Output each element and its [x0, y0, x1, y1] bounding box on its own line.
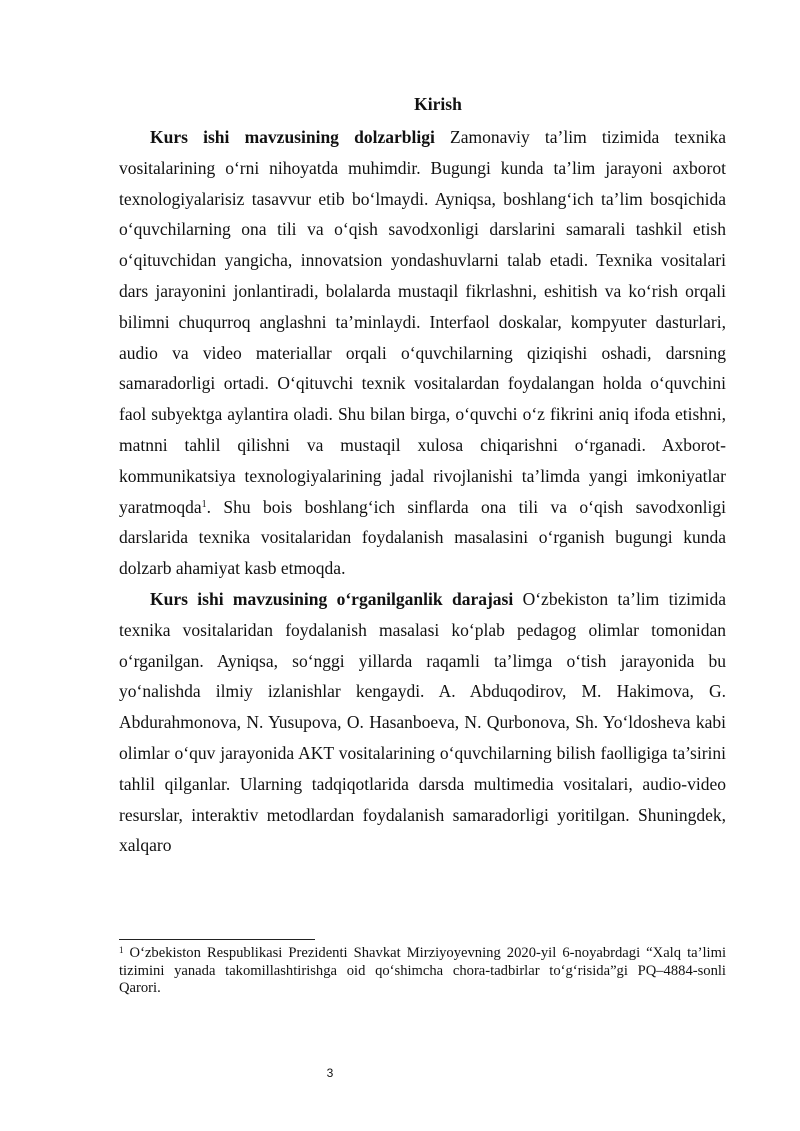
- paragraph-text: Zamonaviy ta’lim tizimida texnika vositalarining o‘rni nihoyatda muhimdir. Bugungi kunda ta’lim jarayoni axborot texnologiyalarisiz tasavvur etib bo‘lmaydi. Ayniqsa, boshlang‘ich ta’lim bosqichida o‘quvchilarning ona tili va o‘qish savodxonligi darslarini samarali tashkil etish o‘qituvchidan yangicha, innovatsion yondashuvlarni talab etadi. Texnika vositalari dars jarayonini jonlantiradi, bolalarda mustaqil fikrlashni, eshitish va ko‘rish orqali bilimni chuqurroq anglashni ta’minlaydi. Interfaol doskalar, kompyuter dasturlari, audio va video materiallar orqali o‘quvchilarning qiziqishi oshadi, darsning samaradorligi ortadi. O‘qituvchi texnik vositalardan foydalangan holda o‘quvchini faol subyektga aylantira oladi. Shu bilan birga, o‘quvchi o‘z fikrini aniq ifoda etishni, matnni tahlil qilishni va mustaqil xulosa chiqarishni o‘rganadi. Axborot-kommunikatsiya texnologiyalarining jadal rivojlanishi ta’limda yangi imkoniyatlar yaratmoqda: [119, 127, 726, 517]
- footnote-separator: [119, 939, 315, 940]
- footnote-marker: 1: [119, 945, 124, 955]
- footnote-text: O‘zbekiston Respublikasi Prezidenti Shavkat Mirziyoyevning 2020-yil 6-noyabrdagi “Xalq ta’limi tizimini yanada takomillashtirishga oid qo‘shimcha chora-tadbirlar to‘g‘risida”gi PQ–4884-sonli Qarori.: [119, 945, 726, 996]
- footnote: [119, 945, 726, 998]
- section-title: Kirish: [414, 94, 462, 114]
- paragraph-text: . Shu bois boshlang‘ich sinflarda ona tili va o‘qish savodxonligi darslarida texnika vositalaridan foydalanish masalasini o‘rganish bugungi kunda dolzarb ahamiyat kasb etmoqda.: [119, 496, 726, 579]
- paragraph-relevance: [119, 122, 726, 584]
- paragraph-heading: Kurs ishi mavzusining o‘rganilganlik darajasi: [150, 588, 514, 609]
- paragraph-text: O‘zbekiston ta’lim tizimida texnika vositalaridan foydalanish masalasi ko‘plab pedagog olimlar tomonidan o‘rganilgan. Ayniqsa, so‘nggi yillarda raqamli ta’limga o‘tish jarayonida bu yo‘nalishda ilmiy izlanishlar kengaydi. A. Abduqodirov, M. Hakimova, G. Abdurahmonova, N. Yusupova, O. Hasanboeva, N. Qurbonova, Sh. Yo‘ldosheva kabi olimlar o‘quv jarayonida AKT vositalarining o‘quvchilarning bilish faolligiga ta’sirini tahlil qilganlar. Ularning tadqiqotlarida darsda multimedia vositalari, audio-video resurslar, interaktiv metodlardan foydalanish samaradorligi yoritilgan. Shuningdek, xalqaro: [119, 588, 726, 856]
- main-text: [119, 122, 726, 861]
- page-number: 3: [326, 1066, 334, 1080]
- paragraph-study-level: [119, 584, 726, 861]
- footnote-reference[interactable]: 1: [201, 498, 207, 510]
- paragraph-heading: Kurs ishi mavzusining dolzarbligi: [150, 127, 435, 147]
